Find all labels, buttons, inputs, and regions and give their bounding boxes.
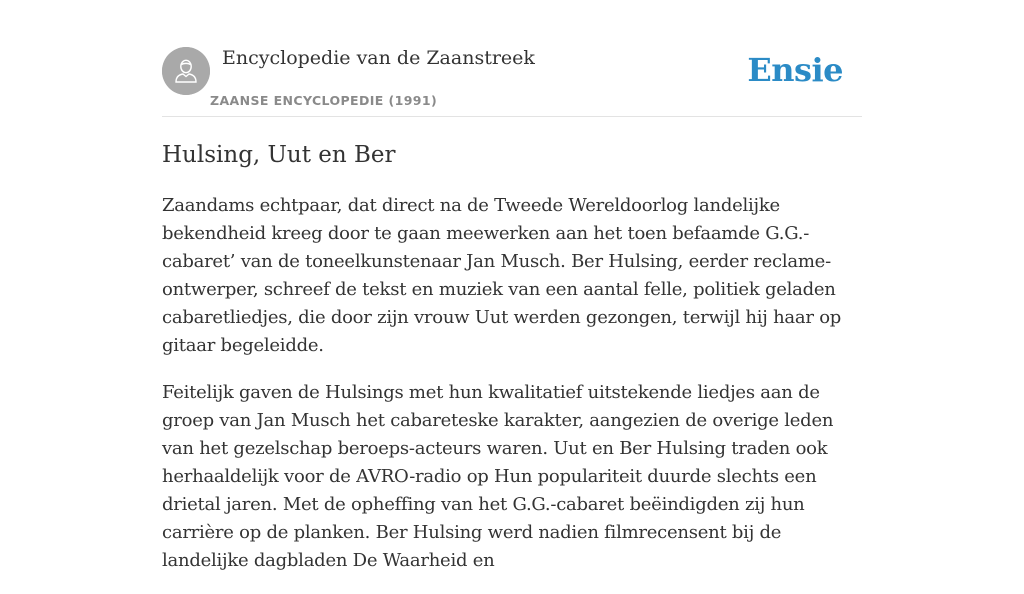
article-paragraph: Zaandams echtpaar, dat direct na de Tweede Wereldoorlog landelijke bekendheid kreeg door te gaan meewerken aan het toen befaamde G.G.-cabaret’ van de toneelkunstenaar Jan Musch. Ber Hulsing, eerder reclame-ontwerper, schreef de tekst en muziek van een aantal felle, politiek geladen cabaretliedjes, die door zijn vrouw Uut werden gezongen, terwijl hij haar op gitaar begeleidde. — [162, 195, 842, 356]
source-title-link[interactable]: Encyclopedie van de Zaanstreek — [222, 47, 535, 69]
source-subtitle: ZAANSE ENCYCLOPEDIE (1991) — [210, 93, 438, 108]
user-avatar-icon[interactable] — [162, 47, 210, 95]
article-paragraph: Feitelijk gaven de Hulsings met hun kwalitatief uitstekende liedjes aan de groep van Jan Musch het cabareteske karakter, aangezien de overige leden van het gezelschap beroeps-acteurs waren. Uut en Ber Hulsing traden ook herhaaldelijk voor de AVRO-radio op Hun populariteit duurde slechts een drietal jaren. Met de opheffing van het G.G.-cabaret beëindigden zij hun carrière op de planken. Ber Hulsing werd nadien filmrecensent bij de landelijke dagbladen De Waarheid en — [162, 382, 834, 571]
article-title: Hulsing, Uut en Ber — [162, 142, 396, 168]
source-header — [162, 46, 862, 117]
ensie-logo[interactable]: Ensie — [747, 51, 843, 89]
article — [162, 138, 862, 594]
